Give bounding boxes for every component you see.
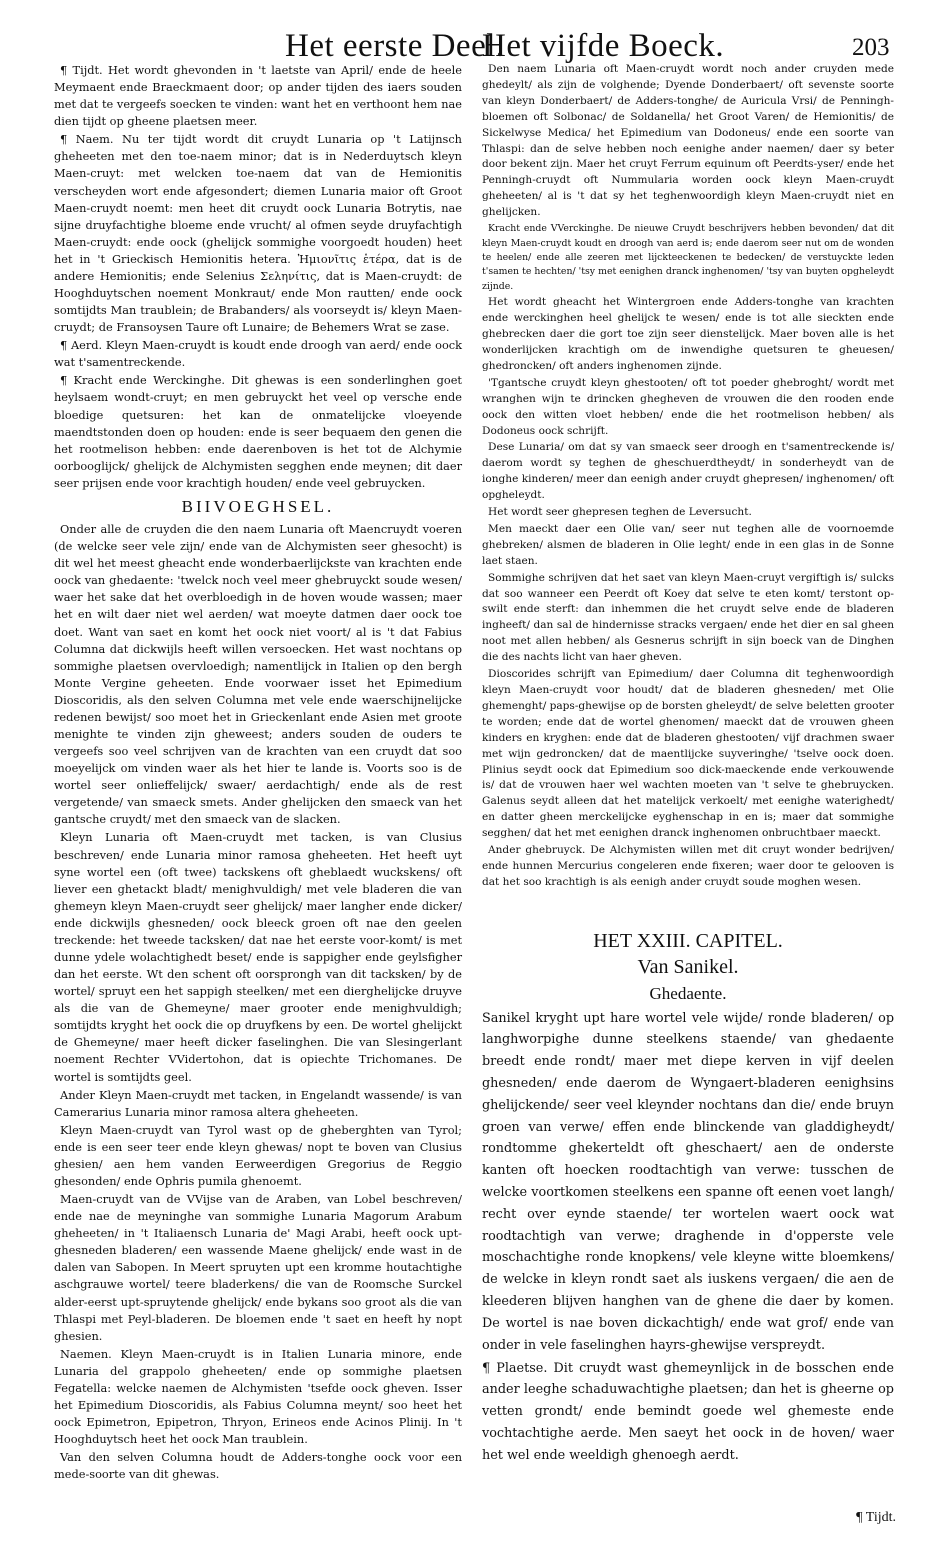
paragraph-ander-kleyn: Ander Kleyn Maen-cruydt met tacken, in Engelandt wassende/ is van Camerarius Lunaria minor ramosa altera gheheeten. [54,1087,462,1119]
paragraph-tijdt: ¶ Tijdt. Het wordt ghevonden in 't laetste van April/ ende de heele Meymaent ende Braeckmaent door; op ander tijden des iaers souden met dat te vergeefs soecken te vinden: want het en verthoont hem nae dien tijdt op gheene plaetsen meer. [54,63,462,129]
paragraph-gantsche: 'Tgantsche cruydt kleyn ghestooten/ oft tot poeder ghebroght/ wordt met wranghen wijn te drincken ghegheven de vrouwen die den rooden ende oock den witten vloet hebben/ ende die het rootmelison hebben/ als Dodoneus oock schrijft. [482,376,894,437]
running-head-book: Het vijfde Boeck. [482,28,725,64]
chapter-title: Van Sanikel. [637,955,739,978]
paragraph-den-naem: Den naem Lunaria oft Maen-cruydt wordt noch ander cruyden mede ghedeylt/ als zijn de volghende; Dyende Donderbaert/ oft sevenste soorte van kleyn Donderbaert/ de Adders-tonghe/ de Auricula Vrsi/ de Penningh-bloemen oft Solbonac/ de Soldanella/ het Groot Varen/ de Hemionitis/ de Sickelwyse Medica/ het Epimedium van Dodoneus/ ende een soorte van Thlaspi: dan de selve hebben noch eenighe ander naemen/ daer sy beter door bekent zijn. Maer het cruyt Ferrum equinum oft Peerdts-yser/ ende het Penningh-cruydt oft Nummularia worden oock kleyn Maen-cruydt gheheeten/ al is 't dat sy het teghenwoordigh kleyn Maen-cruydt niet en ghelijcken. [482,63,894,219]
paragraph-olie: Men maeckt daer een Olie van/ seer nut teghen alle de voornoemde ghebreken/ alsmen de bladeren in Olie leght/ ende in een glas in de Sonne laet staen. [482,522,894,567]
paragraph-kracht-small: Kracht ende VVerckinghe. De nieuwe Cruydt beschrijvers hebben bevonden/ dat dit kleyn Maen-cruydt koudt en droogh van aerd is; ende daerom seer nut om de wonden te heelen/ ende alle zeeren met lijckteeckenen te bedecken/ de verstuyckte leden t'samen te hechten/ 'tsy met eenighen dranck inghenomen/ 'tsy van buyten opgheleydt zijnde. [482,223,894,292]
paragraph-ander-ghebruyck: Ander ghebruyck. De Alchymisten willen met dit cruyt wonder bedrijven/ ende hunnen Mercurius congeleren ende fixeren; waer door te gelooven is dat het soo krachtigh is als eenigh ander cruydt soude moghen wesen. [482,844,894,888]
paragraph-onder-alle: Onder alle de cruyden die den naem Lunaria oft Maencruydt voeren (de welcke seer vele zijn/ ende van de Alchymisten seer ghesocht) is dit wel het meest gheacht ende wonderbaerlijckste van krachten ende oock van ghedaente: 'twelck noch veel meer ghebruyckt soude wesen/ waer het sake dat het overbloedigh in de hoven woude wassen; maer het en wilt daer niet wel aerden/ wat moeyte datmen daer oock toe doet. Want van saet en komt het oock niet voort/ al is 't dat Fabius Columna dat dickwijls heeft willen versoecken. Het wast nochtans op sommighe plaetsen overvloedigh; namentlijck in Italien op den bergh Monte Vergine geheeten. Ende voorwaer isset het Epimedium Dioscoridis, als den selven Columna met vele ende waerschijnelijcke redenen bewijst/ soo moet het in Grieckenlant ende Asien met groote menighte te vinden zijn gheweest; anders souden de ouders te vergeefs soo veel schrijven van de krachten van een cruydt dat soo moeyelijck om vinden waer als het hier te lande is. Voorts soo is de wortel seer onlieffelijck/ swaer/ aerdachtigh/ ende als de rest vergetende/ van smaeck smets. Ander ghelijcken den smaeck van het gantsche cruydt/ met den smaeck van de slacken. [54,522,462,827]
chapter-heading: HET XXIII. CAPITEL. [593,929,783,952]
paragraph-dese-lunaria: Dese Lunaria/ om dat sy van smaeck seer droogh en t'samentreckende is/ daerom wordt sy teghen de gheschuerdtheydt/ in sonderheydt van de ionghe kinderen/ meer dan eenigh ander cruydt ghepresen/ inghenomen/ oft opgheleydt. [482,441,894,502]
page-number: 203 [852,34,890,61]
paragraph-naem: ¶ Naem. Nu ter tijdt wordt dit cruydt Lunaria op 't Latijnsch gheheeten met den toe-naem minor; dat is in Nederduytsch kleyn Maen-cruyt: met welcken toe-naem dat van de Hemionitis verscheyden wort ende afgesondert; diemen Lunaria maior oft Groot Maen-cruydt noemt: men heet dit cruydt oock Lunaria Botrytis, nae sijne druyfachtighe bloeme ende vrucht/ al ofmen seyde druyfachtigh Maen-cruydt: ende oock (ghelijck sommighe voorgoedt houden) heet het in 't Grieckisch Hemionitis hetera. Ἡμιονῖτις ἑτέρα, dat is de andere Hemionitis; ende Selenius Σεληνίτις, dat is Maen-cruydt: de Hooghduytschen noement Monkraut/ ende Mon rautten/ ende oock somtijdts Man traublein; de Brabanders/ als voorseydt is/ kleyn Maen-cruydt; de Fransoysen Taure oft Lunaire; de Behemers Wrat se zase. [54,132,462,335]
paragraph-sanikel: Sanikel kryght upt hare wortel vele wijde/ ronde bladeren/ op langhworpighe dunne steelkens staende/ van ghedaente breedt ende rondt/ maer met diepe kerven in vijf deelen ghesneden/ ende daerom de Wyngaert-bladeren eenighsins ghelijckende/ seer veel kleynder nochtans dan die/ ende bruyn groen van verwe/ effen ende blinckende van gladdigheydt/ rondtomme ghekerteldt oft gheschaert/ aen de onderste kanten oft hoecken roodtachtigh van verwe: tusschen de welcke voortkomen steelkens een spanne oft eenen voet langh/ recht over eynde staende/ ter wortelen waert oock wat roodtachtigh van verwe; draghende in d'opperste vele moschachtighe ronde knopkens/ vele kleyne witte bloemkens/ de welcke in kleyn rondt saet als iuskens vergaen/ die aen de kleederen blijven hanghen van de ghene die daer by komen. De wortel is nae boven dickachtigh/ ende wat grof/ ende van onder in vele faselinghen hayrs-ghewijse verspreydt. [482,1010,894,1353]
paragraph-aerd: ¶ Aerd. Kleyn Maen-cruydt is koudt ende droogh van aerd/ ende oock wat t'samentreckende. [54,338,462,370]
right-column [482,62,894,1468]
paragraph-vergiftigh: Sommighe schrijven dat het saet van kleyn Maen-cruyt vergiftigh is/ sulcks dat soo wanneer een Peerdt oft Koey dat selve te eten komt/ terstont op-swilt ende sterft: dan inhemmen die het cruydt selve ende de bladeren ingheeft/ dan sal de hindernisse stracks vergaen/ ende het dier en sal gheen noot met allen hebben/ als Gesnerus schrijft in sijn boeck van de Dinghen die des nachts licht van haer gheven. [482,571,894,664]
section-heading-biivoeghsel: BIIVOEGHSEL. [181,496,335,516]
paragraph-kleyn-lunaria: Kleyn Lunaria oft Maen-cruydt met tacken, is van Clusius beschreven/ ende Lunaria minor ramosa gheheeten. Het heeft uyt syne wortel een (oft twee) tackskens oft gheblaedt wuckskens/ oft liever een ghetackt bladt/ menighvuldigh/ met vele bladeren die van ghemeyn kleyn Maen-cruydt seer ghelijck/ maer langher ende dicker/ ende dickwijls ghesneden/ oock bleeck groen oft nae den geelen treckende: het tweede tacksken/ dat nae het eerste voor-komt/ is met dunne ydele wolachtighedt beset/ ende is sappigher ende geylsfigher dan het eerste. Wt den schent oft oorsprongh van dit tacksken/ by de wortel/ spruyt een het sappigh steelken/ met een dierghelijcke druyve als die van de Ghemeyne/ maer grooter ende menighvuldigh; somtijdts kryght het oock die op druyfkens by een. De wortel ghelijckt de Ghemeyne/ maer heeft dicker faselinghen. Die van Slesingerlant noement Rechter VVidertohon, dat is opiechte Trichomanes. De wortel is somtijdts geel. [54,830,462,1084]
paragraph-dioscorides: Dioscorides schrijft van Epimedium/ daer Columna dit teghenwoordigh kleyn Maen-cruydt voor houdt/ dat de bladeren ghesneden/ met Olie ghemenght/ paps-ghewijse op de borsten gheleydt/ de selve beletten grooter te worden; ende dat de wortel ghenomen/ maeckt dat de vrouwen gheen kinders en kryghen: ende dat de bladeren ghestooten/ vijf drachmen swaer met wijn gedroncken/ dat de maentlijcke suyveringhe/ 'tselve oock doen. Plinius seydt oock dat Epimedium soo dick-maeckende ende verkouwende is/ dat de vrouwen haer wel wachten moeten van 't selve te ghebruycken. Galenus seydt alleen dat het matelijck verkoelt/ met eenighe waterighedt/ en datter gheen merckelijcke eyghenschap in en is; maer dat sommighe segghen/ dat het met eenighen dranck inghenomen onbruchtbaer maeckt. [482,668,894,840]
paragraph-leversucht: Het wordt seer ghepresen teghen de Leversucht. [488,506,752,519]
spacer [482,892,894,928]
paragraph-columna: Van den selven Columna houdt de Adders-tonghe oock voor een mede-soorte van dit ghewas. [54,1450,462,1482]
paragraph-wintergroen: Het wordt gheacht het Wintergroen ende Adders-tonghe van krachten ende werckinghen heel ghelijck te wesen/ ende is tot alle sieckten ende ghebrecken daer die gort toe zijn seer dienstelijck. Maer boven alle is het wonderlijcken krachtigh om de inwendighe quetsuren te gheuesen/ ghedroncken/ oft anders inghenomen zijnde. [482,296,894,372]
left-column [54,62,462,1484]
section-title-ghedaente: Ghedaente. [649,983,727,1003]
catchword: ¶ Tijdt. [856,1510,896,1525]
paragraph-araben: Maen-cruydt van de VVijse van de Araben, van Lobel beschreven/ ende nae de meyninghe van sommighe Lunaria Magorum Arabum gheheeten/ in 't Italiaensch Lunaria de' Magi Arabi, heeft oock upt-ghesneden bladeren/ een wassende Maene ghelijck/ ende wast in de dalen van Sabopen. In Meert spruyten upt een kromme houtachtighe aschgrauwe wortel/ teere bladerkens/ die van de Roomsche Surckel alder-eerst upt-spruytende ghelijck/ ende bykans soo groot als die van Thlaspi met Peyl-bladeren. De bloemen ende 't saet en heeft hy nopt ghesien. [54,1192,462,1343]
paragraph-plaetse: ¶ Plaetse. Dit cruydt wast ghemeynlijck in de bosschen ende ander leeghe schaduwachtighe plaetsen; dan het is gheerne op vetten grondt/ ende bemindt goede wel ghemeste ende vochtachtighe aerde. Men saeyt het oock in de hoven/ waer het wel ende weeldigh ghenoegh aerdt. [482,1360,894,1463]
running-head-part: Het eerste Deel. [285,28,505,64]
paragraph-naemen: Naemen. Kleyn Maen-cruydt is in Italien Lunaria minore, ende Lunaria del grappolo gheheeten/ ende op sommighe plaetsen Fegatella: welcke naemen de Alchymisten 'tsefde oock gheven. Isser het Epimedium Dioscoridis, als Fabius Columna meynt/ soo heet het oock Epimetron, Epipetron, Thryon, Erineos ende Acinos Plinij. In 't Hooghduytsch heet het oock Man traublein. [54,1346,462,1447]
paragraph-tyrol: Kleyn Maen-cruydt van Tyrol wast op de gheberghten van Tyrol; ende is een seer teer ende kleyn ghewas/ nopt te boven van Clusius ghesien/ aen hem vanden Eerweerdigen Gregorius de Reggio ghesonden/ ende Ophris pumila ghenoemt. [54,1122,462,1188]
paragraph-kracht: ¶ Kracht ende Werckinghe. Dit ghewas is een sonderlinghen goet heylsaem wondt-cruyt; en men gebruyckt het veel op versche ende bloedige quetsuren: het kan de onmatelijcke vloeyende maendtstonden doen op houden: ende is seer bequaem den genen die het rootmelison hebben: ende daerenboven is het tot de Alchymie oorbooglijck/ ghelijck de Alchymisten segghen ende meynen; dit daer seer prijsen ende voor krachtigh houden/ ende veel gebruycken. [54,373,462,490]
